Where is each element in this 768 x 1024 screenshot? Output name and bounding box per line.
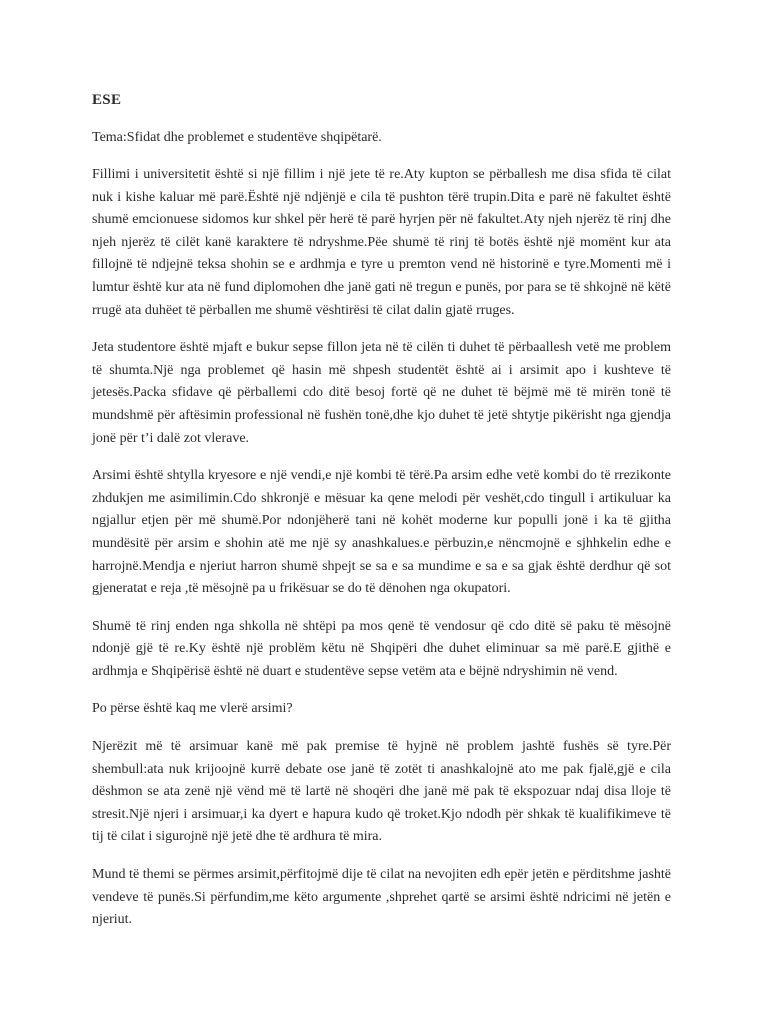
paragraph-conclusion: Mund të themi se përmes arsimit,përfitojmë dije të cilat na nevojiten edh epër jetën e përditshme jashtë vendeve të punës.Si përfundim,me këto argumente ,shprehet qartë se arsimi është ndricimi në jetën e njeriut. [92, 867, 671, 928]
paragraph-student-life: Jeta studentore është mjaft e bukur sepse fillon jeta në të cilën ti duhet të përbaallesh vetë me problem të shumta.Një nga problemet që hasin më shpesh studentët është ai i arsimit apo i kushteve të jetesës.Packa sfidave që përballemi cdo ditë besoj fortë që ne duhet të bëjmë më të mirën tonë të mundshmë për aftësimin professional në fushën tonë,dhe kjo duhet të jetë shtytje pikërisht nga gjendja jonë për t’i dalë zot vlerave. [92, 340, 671, 446]
document-heading: ESE [92, 92, 122, 108]
paragraph-intro: Fillimi i universitetit është si një fillim i një jete të re.Aty kupton se përballesh me disa sfida të cilat nuk i kishe kaluar më parë.Është një ndjënjë e cila të pushton tërë trupin.Dita e parë në fakultet është shumë emcionuese sidomos kur shkel për herë të parë hyrjen për në fakultet.Aty njeh njerëz të rinj dhe njeh njerëz të cilët kanë karaktere të ndryshme.Pëe shumë të rinj të botës është një momënt kur ata fillojnë të ndjejnë teksa shohin se e ardhmja e tyre u premton vend në historinë e tyre.Momenti më i lumtur është kur ata në fund diplomohen dhe janë gati në tregun e punës, por para se të shkojnë në këtë rrugë ata duhëet të përballen me shumë vështirësi të cilat dalin gjatë rruges. [92, 167, 671, 318]
paragraph-educated-people: Njerëzit më të arsimuar kanë më pak premise të hyjnë në problem jashtë fushës së tyre.Për shembull:ata nuk krijoojnë kurrë debate ose janë të zotët ti anashkalojnë ato me pak fjalë,gjë e cila dëshmon se ata zenë një vënd më të lartë në shoqëri dhe janë më pak të ekspozuar ndaj disa lloje të stresit.Një njeri i arsimuar,i ka dyert e hapura kudo që troket.Kjo ndodh për shkak të kualifikimeve të tij të cilat i sigurojnë një jetë dhe të ardhura të mira. [92, 739, 671, 845]
paragraph-question: Po përse është kaq me vlerë arsimi? [92, 701, 293, 717]
document-topic: Tema:Sfidat dhe problemet e studentëve shqipëtarë. [92, 130, 382, 145]
paragraph-education-pillar: Arsimi është shtylla kryesore e një vendi,e një kombi të tërë.Pa arsim edhe vetë kombi do të rrezikonte zhdukjen me asimilimin.Cdo shkronjë e mësuar ka qene melodi për veshët,cdo tingull i artikuluar ka ngjallur etjen për më shumë.Por ndonjëherë tani në kohët moderne kur populli jonë i ka të gjitha mundësitë për arsim e shohin atë me një sy anashkalues.e përbuzin,e nëncmojnë e sjhhkelin edhe e harrojnë.Mendja e njeriut harron shumë shpejt se sa e sa mundime e sa e sa gjak është derdhur që sot gjeneratat e reja ,të mësojnë pa u frikësuar se do të dënohen nga okupatori. [92, 468, 671, 597]
paragraph-youth-problem: Shumë të rinj enden nga shkolla në shtëpi pa mos qenë të vendosur që cdo ditë së paku të mësojnë ndonjë gjë të re.Ky është një problëm këtu në Shqipëri dhe duhet eliminuar sa më parë.E gjithë e ardhmja e Shqipërisë është në duart e studentëve sepse vetëm ata e bëjnë ndryshimin në vend. [92, 618, 671, 679]
